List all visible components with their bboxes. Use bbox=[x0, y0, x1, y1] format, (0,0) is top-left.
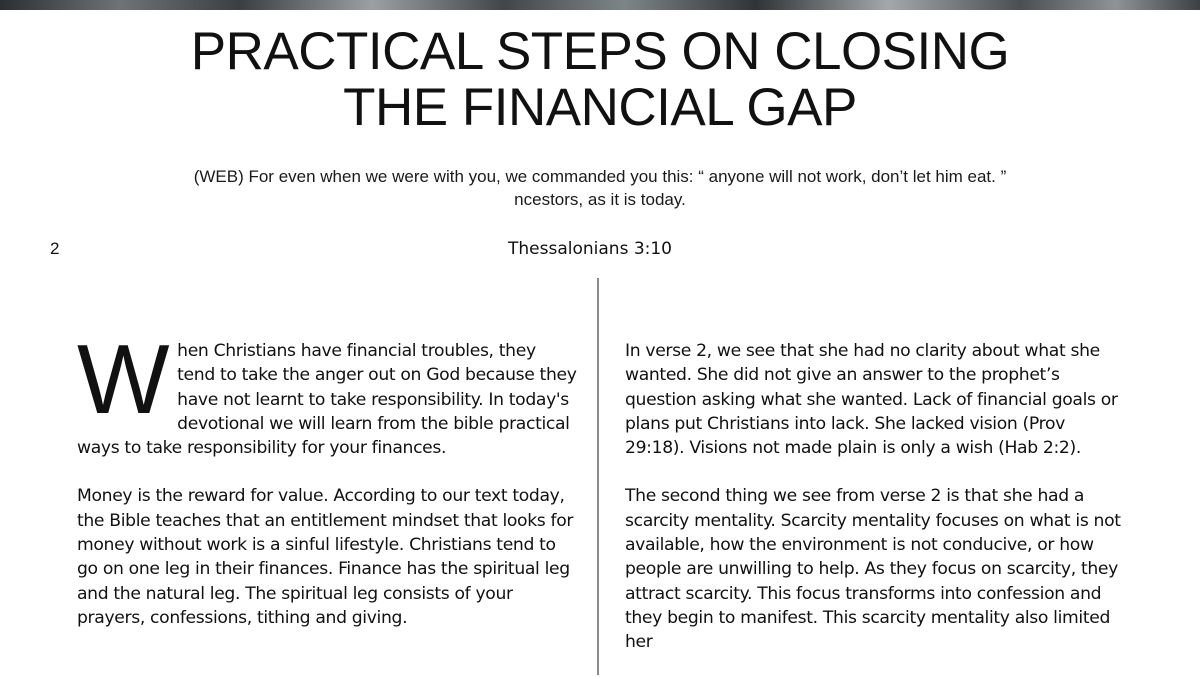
drop-cap: W bbox=[77, 324, 170, 434]
right-column bbox=[625, 339, 1125, 679]
page-number: 2 bbox=[50, 239, 60, 258]
left-paragraph-1-text: hen Christians have financial troubles, they tend to take the anger out on God because they have not learnt to take responsibility. In today's devotional we will learn from the bible practical ways to take responsibility for your finances. bbox=[77, 341, 577, 459]
verse-line-2: ncestors, as it is today. bbox=[514, 190, 686, 209]
right-paragraph-2: The second thing we see from verse 2 is that she had a scarcity mentality. Scarcity mentality focuses on what is not available, how the environment is not conducive, or how people are unwilling to help. As they focus on scarcity, they attract scarcity. This focus transforms into confession and they begin to manifest. This scarcity mentality also limited her bbox=[625, 486, 1121, 653]
left-column bbox=[77, 324, 577, 654]
column-divider bbox=[597, 278, 599, 675]
verse-line-1: (WEB) For even when we were with you, we commanded you this: “ anyone will not work, don’t let him eat. ” bbox=[193, 167, 1007, 186]
header-photo-strip bbox=[0, 0, 1200, 10]
title-line-2: THE FINANCIAL GAP bbox=[343, 78, 857, 137]
left-paragraph-2: Money is the reward for value. According to our text today, the Bible teaches that an entitlement mindset that looks for money without work is a sinful lifestyle. Christians tend to go on one leg in their finances. Finance has the spiritual leg and the natural leg. The spiritual leg consists of your prayers, confessions, tithing and giving. bbox=[77, 486, 574, 628]
right-paragraph-1: In verse 2, we see that she had no clarity about what she wanted. She did not give an answer to the prophet’s question asking what she wanted. Lack of financial goals or plans put Christians into lack. She lacked vision (Prov 29:18). Visions not made plain is only a wish (Hab 2:2). bbox=[625, 341, 1118, 459]
left-paragraph-1 bbox=[77, 324, 577, 460]
verse-reference: Thessalonians 3:10 bbox=[508, 239, 672, 259]
scripture-verse bbox=[80, 165, 1120, 211]
page-title bbox=[100, 24, 1100, 136]
title-line-1: PRACTICAL STEPS ON CLOSING bbox=[190, 22, 1010, 81]
